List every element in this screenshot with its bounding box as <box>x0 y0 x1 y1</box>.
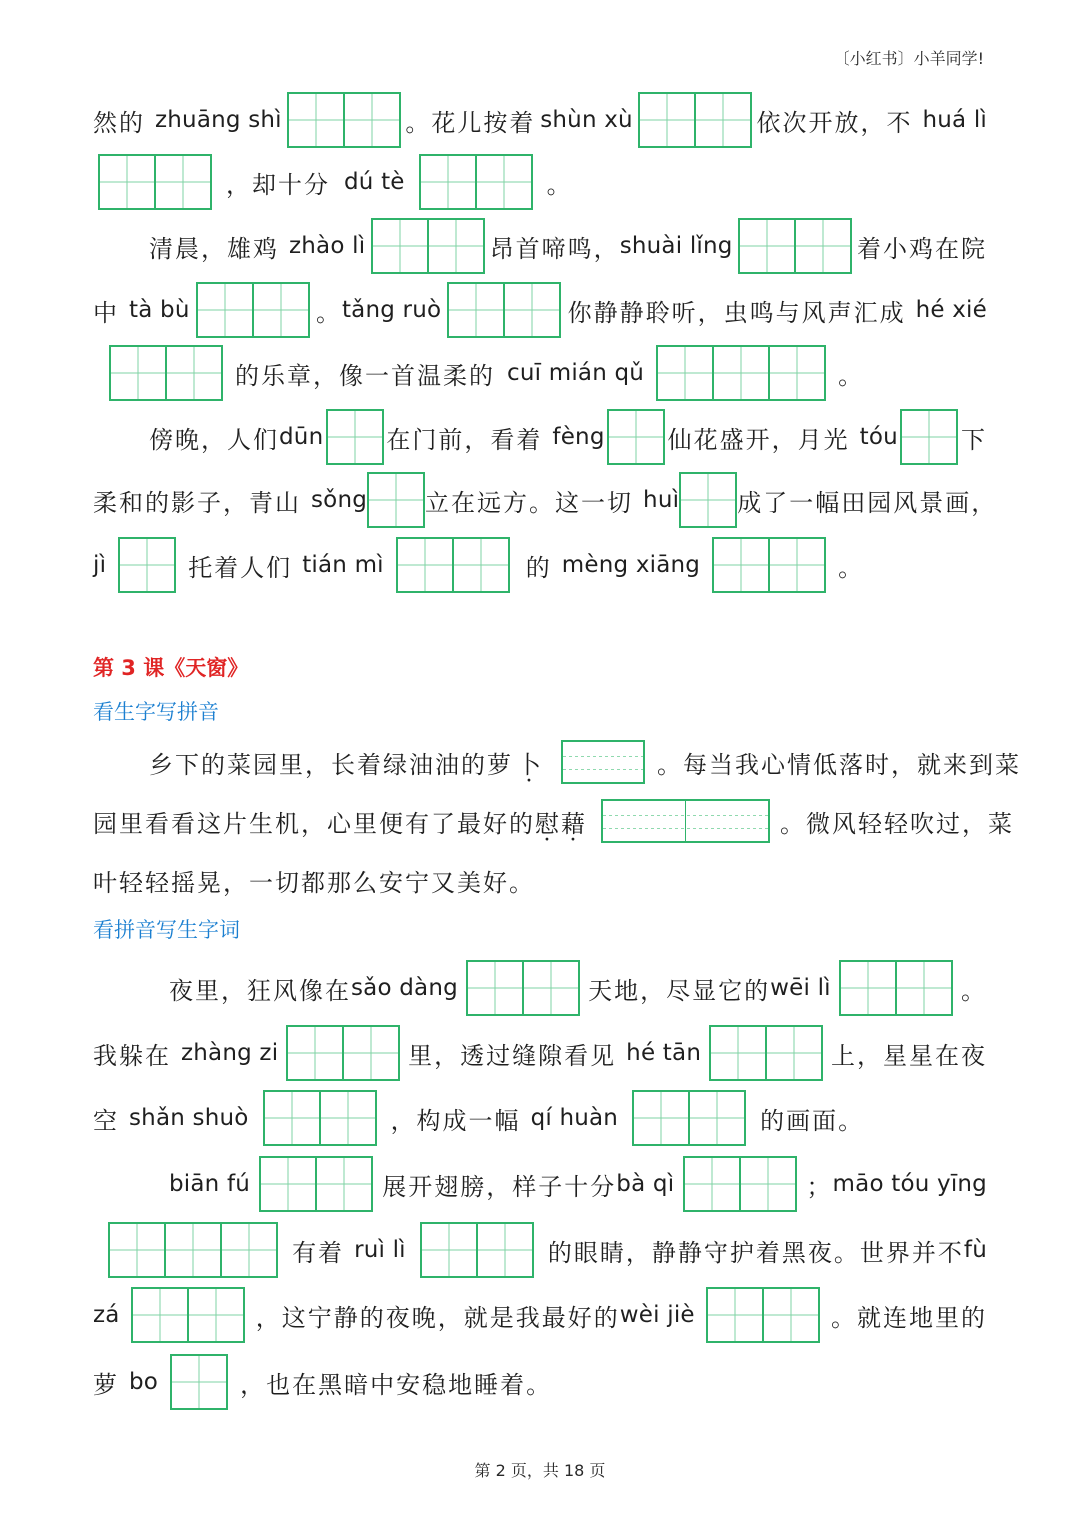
character-grid-box[interactable] <box>287 92 401 148</box>
passage-line <box>93 152 987 212</box>
grid-cell[interactable] <box>111 347 165 399</box>
pinyin: wēi lì <box>770 975 831 1001</box>
grid-cell[interactable] <box>369 474 423 526</box>
pinyin: shuài lǐng <box>619 233 733 259</box>
grid-cell[interactable] <box>609 411 663 463</box>
passage-line <box>93 216 987 276</box>
text: 仙花盛开，月光 <box>667 425 850 454</box>
grid-cell[interactable] <box>768 539 824 591</box>
text: 。花儿按着 <box>405 108 536 137</box>
grid-cell[interactable] <box>762 1289 818 1341</box>
pinyin-writing-box[interactable] <box>561 740 645 784</box>
grid-cell[interactable] <box>319 1092 375 1144</box>
text: 。 <box>546 170 573 199</box>
grid-cell[interactable] <box>398 539 452 591</box>
character-grid-box[interactable] <box>420 1222 534 1278</box>
grid-cell[interactable] <box>373 220 427 272</box>
lesson-title: 第 3 课《天窗》 <box>93 656 249 680</box>
pinyin: fù <box>963 1237 987 1263</box>
character-grid-box[interactable] <box>109 345 223 401</box>
passage-line <box>93 407 987 467</box>
character-grid-box[interactable] <box>683 1156 797 1212</box>
pinyin: huì <box>643 487 680 513</box>
text: 你静静聆听，虫鸣与风声汇成 <box>567 298 906 327</box>
text: ，这宁静的夜晚，就是我最好的 <box>255 1303 620 1332</box>
pinyin: wèi jiè <box>619 1302 695 1328</box>
grid-cell[interactable] <box>342 1027 398 1079</box>
character-grid-box[interactable] <box>259 1156 373 1212</box>
pinyin: zhàng zi <box>181 1040 279 1066</box>
grid-cell[interactable] <box>265 1092 319 1144</box>
grid-cell[interactable] <box>765 1027 821 1079</box>
pinyin: tà bù <box>129 297 190 323</box>
passage-line <box>93 850 987 910</box>
grid-cell[interactable] <box>681 474 735 526</box>
pinyin: dūn <box>279 424 324 450</box>
character-grid-box[interactable] <box>170 1354 228 1410</box>
character-grid-box[interactable] <box>371 218 485 274</box>
section-heading-write-characters: 看拼音写生字词 <box>93 918 240 942</box>
grid-cell[interactable] <box>708 1289 762 1341</box>
passage-line <box>93 1285 987 1345</box>
grid-cell[interactable] <box>198 284 252 336</box>
pinyin: huá lì <box>922 107 987 133</box>
pinyin: ruì lì <box>354 1237 406 1263</box>
grid-cell[interactable] <box>154 156 210 208</box>
pinyin: bo <box>129 1369 159 1395</box>
pinyin: bà qì <box>616 1171 675 1197</box>
text: ，构成一幅 <box>390 1106 521 1135</box>
passage-line <box>93 470 998 530</box>
text: 成了一幅田园风景画， <box>737 488 998 517</box>
text: 。每当我心情低落时，就来到菜 <box>657 750 1021 779</box>
grid-cell[interactable] <box>794 220 850 272</box>
grid-cell[interactable] <box>711 1027 765 1079</box>
text: 下 <box>960 425 987 454</box>
character-grid-box[interactable] <box>712 537 826 593</box>
pinyin-cell[interactable] <box>563 742 643 782</box>
character-grid-box[interactable] <box>118 537 176 593</box>
section-heading-write-pinyin: 看生字写拼音 <box>93 700 219 724</box>
grid-cell[interactable] <box>164 1224 220 1276</box>
passage-line <box>93 791 1014 851</box>
pinyin-cell[interactable] <box>685 801 768 841</box>
character-grid-box[interactable] <box>839 960 953 1016</box>
character-grid-box[interactable] <box>263 1090 377 1146</box>
text: 着小鸡在院 <box>856 234 987 263</box>
pinyin: hé xié <box>915 297 987 323</box>
passage-line <box>93 1220 987 1280</box>
grid-cell[interactable] <box>712 347 768 399</box>
header-note: 〔小红书〕小羊同学! <box>833 49 984 68</box>
grid-cell[interactable] <box>503 284 559 336</box>
text: 傍晚，人们 <box>149 425 279 454</box>
grid-cell[interactable] <box>739 1158 795 1210</box>
grid-cell[interactable] <box>315 1158 371 1210</box>
grid-cell[interactable] <box>694 94 750 146</box>
grid-cell[interactable] <box>522 962 578 1014</box>
text: 。 <box>960 976 987 1005</box>
text: 园里看看这片生机，心里便有了最好的 <box>93 809 535 838</box>
grid-cell[interactable] <box>468 962 522 1014</box>
text: 清晨，雄鸡 <box>149 234 279 263</box>
grid-cell[interactable] <box>449 284 503 336</box>
character-grid-box[interactable] <box>396 537 510 593</box>
text: 叶轻轻摇晃，一切都那么安宁又美好。 <box>93 868 535 897</box>
pinyin: hé tān <box>626 1040 702 1066</box>
grid-cell[interactable] <box>288 1027 342 1079</box>
grid-cell[interactable] <box>187 1289 243 1341</box>
text: 。 <box>838 553 865 582</box>
pinyin: sǒng <box>311 487 368 513</box>
pinyin-writing-box[interactable] <box>601 799 770 843</box>
text: 上，星星在夜 <box>830 1041 987 1070</box>
text: 托着人们 <box>188 553 293 582</box>
grid-cell[interactable] <box>328 411 382 463</box>
pinyin: biān fú <box>169 1171 251 1197</box>
text: 。 <box>838 361 865 390</box>
character-grid-box[interactable] <box>900 409 958 465</box>
text: 。就连地里的 <box>830 1303 987 1332</box>
text: 的 <box>525 553 552 582</box>
character-grid-box[interactable] <box>709 1025 823 1081</box>
grid-cell[interactable] <box>688 1092 744 1144</box>
grid-cell[interactable] <box>658 347 712 399</box>
grid-cell[interactable] <box>421 156 475 208</box>
character-grid-box[interactable] <box>326 409 384 465</box>
text: 然的 <box>93 108 145 137</box>
text: 的眼睛，静静守护着黑夜。世界并不 <box>547 1238 964 1267</box>
dotted-character: 藉 · <box>561 804 587 839</box>
grid-cell[interactable] <box>475 156 531 208</box>
text: 在门前，看着 <box>386 425 543 454</box>
grid-cell[interactable] <box>289 94 343 146</box>
dotted-character: 慰 · <box>535 804 561 839</box>
pinyin: zhào lì <box>289 233 366 259</box>
grid-cell[interactable] <box>685 1158 739 1210</box>
passage-line <box>93 1154 987 1214</box>
passage-line <box>93 535 987 595</box>
character-grid-box[interactable] <box>196 282 310 338</box>
grid-cell[interactable] <box>427 220 483 272</box>
grid-cell[interactable] <box>261 1158 315 1210</box>
pinyin: tián mì <box>302 552 384 578</box>
passage-line <box>93 280 987 340</box>
pinyin: jì <box>93 552 107 578</box>
text: 中 <box>93 298 119 327</box>
text: 柔和的影子，青山 <box>93 488 301 517</box>
text: ； <box>806 1172 833 1201</box>
passage-line <box>93 732 1021 792</box>
text: 天地，尽显它的 <box>588 976 771 1005</box>
character-grid-box[interactable] <box>656 345 826 401</box>
dotted-character: 卜 · <box>517 745 543 780</box>
pinyin: sǎo dàng <box>351 975 458 1001</box>
text: 立在远方。这一切 <box>425 488 634 517</box>
passage-line <box>93 343 987 403</box>
text: 萝 <box>93 1370 119 1399</box>
grid-cell[interactable] <box>895 962 951 1014</box>
text: 昂首啼鸣， <box>489 234 620 263</box>
passage-line <box>93 958 987 1018</box>
passage-line <box>93 1088 987 1148</box>
character-grid-box[interactable] <box>419 154 533 210</box>
grid-cell[interactable] <box>841 962 895 1014</box>
text: 。 <box>315 298 342 327</box>
character-grid-box[interactable] <box>638 92 752 148</box>
passage-line <box>93 1352 987 1412</box>
pinyin: shǎn shuò <box>129 1105 249 1131</box>
text: ，也在黑暗中安稳地睡着。 <box>240 1370 553 1399</box>
grid-cell[interactable] <box>634 1092 688 1144</box>
text: 夜里，狂风像在 <box>169 976 351 1005</box>
page-footer: 第 2 页，共 18 页 <box>474 1461 606 1480</box>
text: 依次开放，不 <box>756 108 913 137</box>
character-grid-box[interactable] <box>367 472 425 528</box>
pinyin: tǎng ruò <box>341 297 442 323</box>
character-grid-box[interactable] <box>679 472 737 528</box>
character-grid-box[interactable] <box>466 960 580 1016</box>
character-grid-box[interactable] <box>131 1287 245 1343</box>
grid-cell[interactable] <box>714 539 768 591</box>
grid-cell[interactable] <box>476 1224 532 1276</box>
text: 的画面。 <box>760 1106 865 1135</box>
grid-cell[interactable] <box>740 220 794 272</box>
pinyin: dú tè <box>344 169 405 195</box>
character-grid-box[interactable] <box>98 154 212 210</box>
text: 空 <box>93 1106 119 1135</box>
grid-cell[interactable] <box>165 347 221 399</box>
character-grid-box[interactable] <box>447 282 561 338</box>
grid-cell[interactable] <box>220 1224 276 1276</box>
pinyin: zhuāng shì <box>155 107 282 133</box>
pinyin: cuī mián qǔ <box>507 360 645 386</box>
grid-cell[interactable] <box>252 284 308 336</box>
grid-cell[interactable] <box>172 1356 226 1408</box>
character-grid-box[interactable] <box>632 1090 746 1146</box>
grid-cell[interactable] <box>768 347 824 399</box>
grid-cell[interactable] <box>640 94 694 146</box>
text: ，却十分 <box>226 170 330 199</box>
pinyin: tóu <box>859 424 898 450</box>
text: 。微风轻轻吹过，菜 <box>780 809 1014 838</box>
text: 的乐章，像一首温柔的 <box>235 361 495 390</box>
character-grid-box[interactable] <box>108 1222 278 1278</box>
pinyin-cell[interactable] <box>603 801 685 841</box>
pinyin: shùn xù <box>540 107 633 133</box>
character-grid-box[interactable] <box>607 409 665 465</box>
grid-cell[interactable] <box>422 1224 476 1276</box>
grid-cell[interactable] <box>902 411 956 463</box>
passage-line <box>93 1023 987 1083</box>
text: 乡下的菜园里，长着绿油油的萝 <box>149 750 513 779</box>
text: 里，透过缝隙看见 <box>408 1041 617 1070</box>
grid-cell[interactable] <box>452 539 508 591</box>
pinyin: māo tóu yīng <box>832 1171 987 1197</box>
text: 我躲在 <box>93 1041 171 1070</box>
grid-cell[interactable] <box>133 1289 187 1341</box>
grid-cell[interactable] <box>110 1224 164 1276</box>
pinyin: fèng <box>552 424 605 450</box>
pinyin: qí huàn <box>530 1105 619 1131</box>
pinyin: zá <box>93 1302 120 1328</box>
grid-cell[interactable] <box>343 94 399 146</box>
text: 展开翅膀，样子十分 <box>382 1172 617 1201</box>
character-grid-box[interactable] <box>738 218 852 274</box>
pinyin: mèng xiāng <box>561 552 701 578</box>
grid-cell[interactable] <box>100 156 154 208</box>
character-grid-box[interactable] <box>706 1287 820 1343</box>
character-grid-box[interactable] <box>286 1025 400 1081</box>
passage-line <box>93 90 987 150</box>
grid-cell[interactable] <box>120 539 174 591</box>
text: 有着 <box>292 1238 345 1267</box>
